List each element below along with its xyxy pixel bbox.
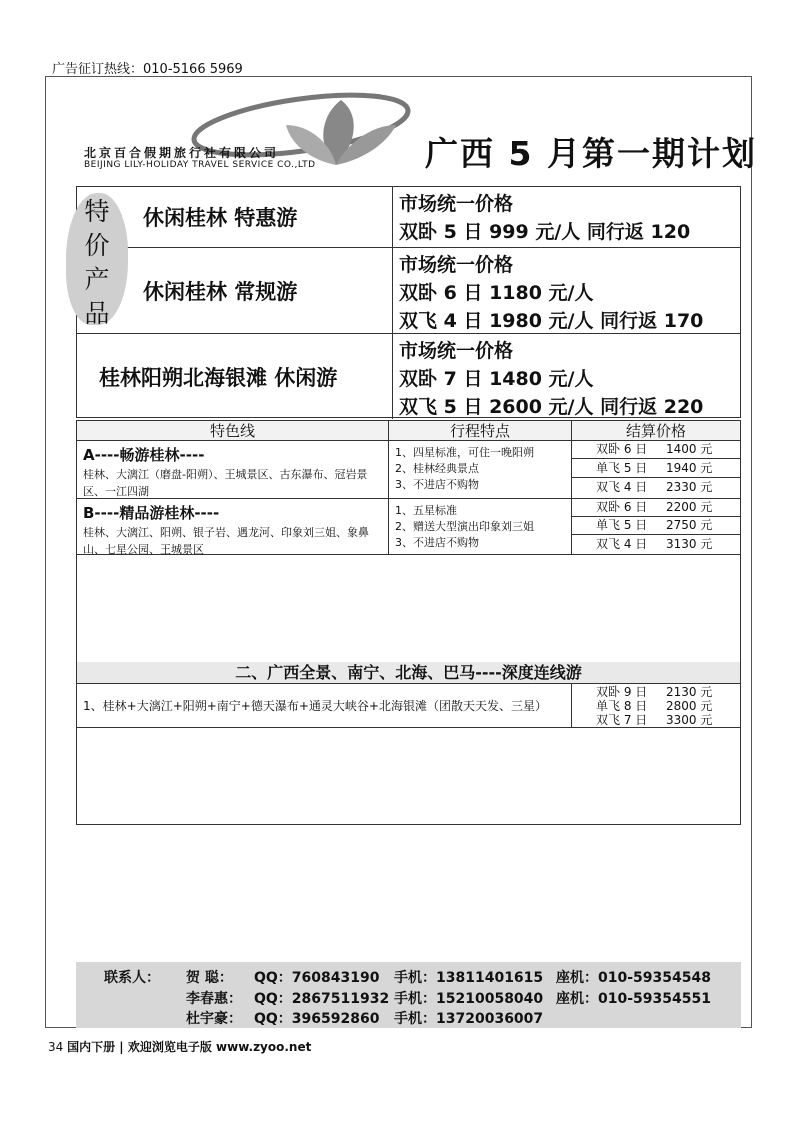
special-price-line: 市场统一价格 (399, 254, 514, 276)
price-value: 2750 元 (666, 518, 713, 532)
page-title: 广西 5 月第一期计划 (425, 134, 757, 173)
special-name: 休闲桂林 常规游 (143, 279, 298, 304)
company-name-cn: 北京百合假期旅行社有限公司 (84, 146, 280, 160)
contact-landline: 座机：010-59354551 (556, 991, 711, 1007)
price-value: 3300 元 (666, 713, 713, 727)
ad-hotline: 广告征订热线：010-5166 5969 (52, 62, 243, 77)
col-header-features: 行程特点 (389, 421, 572, 441)
price-type: 双卧 6 日 (596, 442, 648, 456)
price-type: 双飞 4 日 (596, 537, 648, 551)
line-features (389, 441, 572, 499)
special-name: 休闲桂林 特惠游 (143, 206, 298, 230)
line-name: B----精品游桂林---- (83, 504, 220, 522)
price-value: 2330 元 (666, 480, 713, 494)
price-row (572, 517, 740, 535)
price-type: 单飞 8 日 (596, 699, 648, 713)
contact-mobile: 手机：15210058040 (394, 991, 544, 1007)
contact-mobile: 手机：13720036007 (394, 1011, 544, 1027)
line-route: 桂林、大漓江（磨盘-阳朔）、王城景区、古东瀑布、冠岩景区、一江四湖 (83, 468, 368, 498)
badge-char: 品 (84, 299, 110, 328)
special-price-line: 双飞 4 日 1980 元/人 同行返 170 (399, 310, 704, 332)
special-row (77, 187, 740, 247)
badge-char: 特 (84, 197, 110, 226)
price-row (572, 441, 740, 459)
price-row (572, 685, 740, 699)
page-number: 34 (48, 1040, 64, 1054)
price-type: 双飞 4 日 (596, 480, 648, 494)
footer-text[interactable]: 国内下册 | 欢迎浏览电子版 www.zyoo.net (67, 1040, 312, 1054)
price-value: 2800 元 (666, 699, 713, 713)
feature-item: 3、不进店不购物 (395, 536, 479, 549)
lily-logo-icon (86, 90, 416, 185)
contact-name: 贺 聪： (186, 970, 233, 986)
special-price-line: 市场统一价格 (399, 193, 514, 215)
company-name-en: BEIJING LILY-HOLIDAY TRAVEL SERVICE CO.,LTD (84, 160, 316, 170)
feature-item: 1、五星标准 (395, 504, 457, 517)
deep-prices (572, 684, 740, 728)
contact-qq: QQ：2867511932 (254, 991, 390, 1007)
contact-qq: QQ：396592860 (254, 1011, 380, 1027)
feature-item: 2、赠送大型演出印象刘三姐 (395, 520, 534, 533)
special-name: 桂林阳朔北海银滩 休闲游 (99, 365, 338, 390)
deep-route: 1、桂林+大漓江+阳朔+南宁+德天瀑布+通灵大峡谷+北海银滩（团散天天发、三星） (77, 684, 572, 728)
route-table (76, 420, 741, 825)
badge-char: 产 (84, 265, 110, 294)
price-value: 1940 元 (666, 461, 713, 475)
price-type: 双卧 9 日 (596, 685, 648, 699)
price-row (572, 479, 740, 497)
special-badge (66, 193, 128, 328)
price-row (572, 699, 740, 713)
feature-item: 2、桂林经典景点 (395, 462, 479, 475)
table-row (77, 441, 389, 499)
price-type: 双卧 6 日 (596, 500, 648, 514)
special-price-line: 双卧 7 日 1480 元/人 (399, 368, 594, 390)
col-header-price: 结算价格 (572, 421, 740, 441)
price-row (572, 713, 740, 727)
table-row (77, 499, 389, 555)
price-value: 2200 元 (666, 500, 713, 514)
line-name: A----畅游桂林---- (83, 446, 205, 464)
special-price-line: 双卧 6 日 1180 元/人 (399, 282, 594, 304)
contact-name: 李春惠： (186, 991, 242, 1007)
col-header-line: 特色线 (77, 421, 389, 441)
price-value: 1400 元 (666, 442, 713, 456)
price-row (572, 536, 740, 554)
special-row (77, 333, 740, 419)
contact-panel (76, 962, 741, 1028)
price-type: 双飞 7 日 (596, 713, 648, 727)
badge-char: 价 (84, 231, 110, 260)
line-route: 桂林、大漓江、阳朔、银子岩、遇龙河、印象刘三姐、象鼻山、七星公园、王城景区 (83, 526, 369, 556)
page-footer (48, 1038, 311, 1055)
contact-landline: 座机：010-59354548 (556, 970, 711, 986)
contact-label: 联系人： (104, 970, 160, 986)
contact-qq: QQ：760843190 (254, 970, 380, 986)
price-type: 单飞 5 日 (596, 518, 648, 532)
feature-item: 1、四星标准，可住一晚阳朔 (395, 446, 534, 459)
special-price-line: 市场统一价格 (399, 340, 514, 362)
section-deep-title: 二、广西全景、南宁、北海、巴马----深度连线游 (77, 662, 740, 684)
price-value: 2130 元 (666, 685, 713, 699)
special-price-line: 双卧 5 日 999 元/人 同行返 120 (399, 221, 691, 243)
price-row (572, 460, 740, 478)
specials-block (76, 186, 741, 418)
price-type: 单飞 5 日 (596, 461, 648, 475)
special-row (77, 247, 740, 333)
line-features (389, 499, 572, 555)
special-price-line: 双飞 5 日 2600 元/人 同行返 220 (399, 396, 704, 418)
line-prices (572, 499, 740, 555)
contact-name: 杜宇豪： (186, 1011, 242, 1027)
contact-mobile: 手机：13811401615 (394, 970, 544, 986)
line-prices (572, 441, 740, 499)
price-row (572, 499, 740, 517)
feature-item: 3、不进店不购物 (395, 478, 479, 491)
price-value: 3130 元 (666, 537, 713, 551)
